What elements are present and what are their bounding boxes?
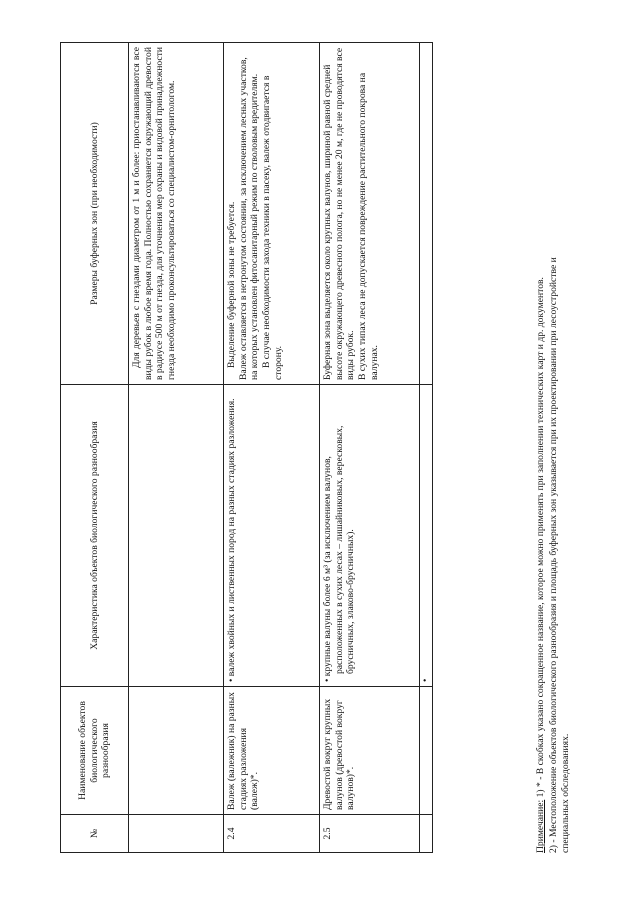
buffer-paragraph: В сухих типах леса не допускается повреждение растительного покрова на валунах. xyxy=(357,72,380,380)
buffer-paragraph: Валеж оставляется в нетронутом состоянии, за исключением лесных участков, на которых установлен фитосанитарный режим по стволовым вредителям. xyxy=(237,57,261,380)
header-characteristic: Характеристика объектов биологического разнообразия xyxy=(61,385,129,687)
header-buffer: Размеры буферных зон (при необходимости) xyxy=(61,43,129,385)
row-num: 2.4 xyxy=(224,815,320,853)
header-name: Наименование объектов биологического разнообразия xyxy=(61,687,129,815)
biodiversity-table xyxy=(60,42,433,853)
bullet-mark: • xyxy=(226,678,237,682)
note-label: Примечание: xyxy=(535,799,546,853)
header-num: № xyxy=(61,815,129,853)
row-name xyxy=(420,687,433,815)
table-header-row xyxy=(61,43,129,853)
rotated-landscape-content xyxy=(20,15,620,875)
row-buffer xyxy=(420,43,433,385)
row-buffer: Для деревьев с гнездами диаметром от 1 м и более: приостанавливаются все виды рубок в любое время года. Полностью сохраняется окружающий древостой в радиусе 500 м от гнезда, для уточнения мер охраны и видовой принадлежности гнезда необходимо проконсультироваться со специалистом-орнитологом. xyxy=(129,43,224,385)
row-name: Валеж (валежник) на разных стадиях разложения (валеж)*. xyxy=(224,687,320,815)
row-name: Древостой вокруг крупных валунов (древостой вокруг валунов)*. xyxy=(320,687,420,815)
table-row xyxy=(224,43,320,853)
bullet-mark: • xyxy=(322,678,333,682)
note-line-3: специальных обследованиях. xyxy=(560,733,572,853)
row-characteristic xyxy=(224,385,320,687)
buffer-paragraph: Буферная зона выделяется около крупных валунов, шириной равной средней высоте окружающего древесного полога, но не менее 20 м, где не проводятся все виды рубок. xyxy=(322,47,357,380)
row-buffer xyxy=(320,43,420,385)
row-characteristic xyxy=(320,385,420,687)
note-line-2: 2) - Местоположение объектов биологического разнообразия и площадь буферных зон указывается при их проектировании при лесоустройстве и xyxy=(547,257,559,853)
table-row xyxy=(129,43,224,853)
note-text-1: 1) * - В скобках указано сокращенное название, которое можно применять при заполнении технических карт и др. документов. xyxy=(535,277,546,800)
row-num xyxy=(129,815,224,853)
characteristic-text: валеж хвойных и лиственных пород на разных стадиях разложения. xyxy=(226,398,237,677)
row-num: 2.5 xyxy=(320,815,420,853)
row-buffer xyxy=(224,43,320,385)
note-line-1 xyxy=(535,43,548,853)
table-row xyxy=(420,43,433,853)
characteristic-text: крупные валуны более 6 м³ (за исключением валунов, расположенных в сухих лесах – лишайниковых, вересковых, брусничных, злаково-брусничных). xyxy=(322,425,357,677)
table-row xyxy=(320,43,420,853)
notes-block xyxy=(535,43,573,853)
row-num xyxy=(420,815,433,853)
row-characteristic: • xyxy=(420,385,433,687)
buffer-paragraph: Выделение буферной зоны не требуется. xyxy=(226,201,237,368)
row-name xyxy=(129,687,224,815)
row-characteristic xyxy=(129,385,224,687)
buffer-paragraph: В случае необходимости захода техники в пасеку, валеж отодвигается в сторону. xyxy=(261,75,284,380)
